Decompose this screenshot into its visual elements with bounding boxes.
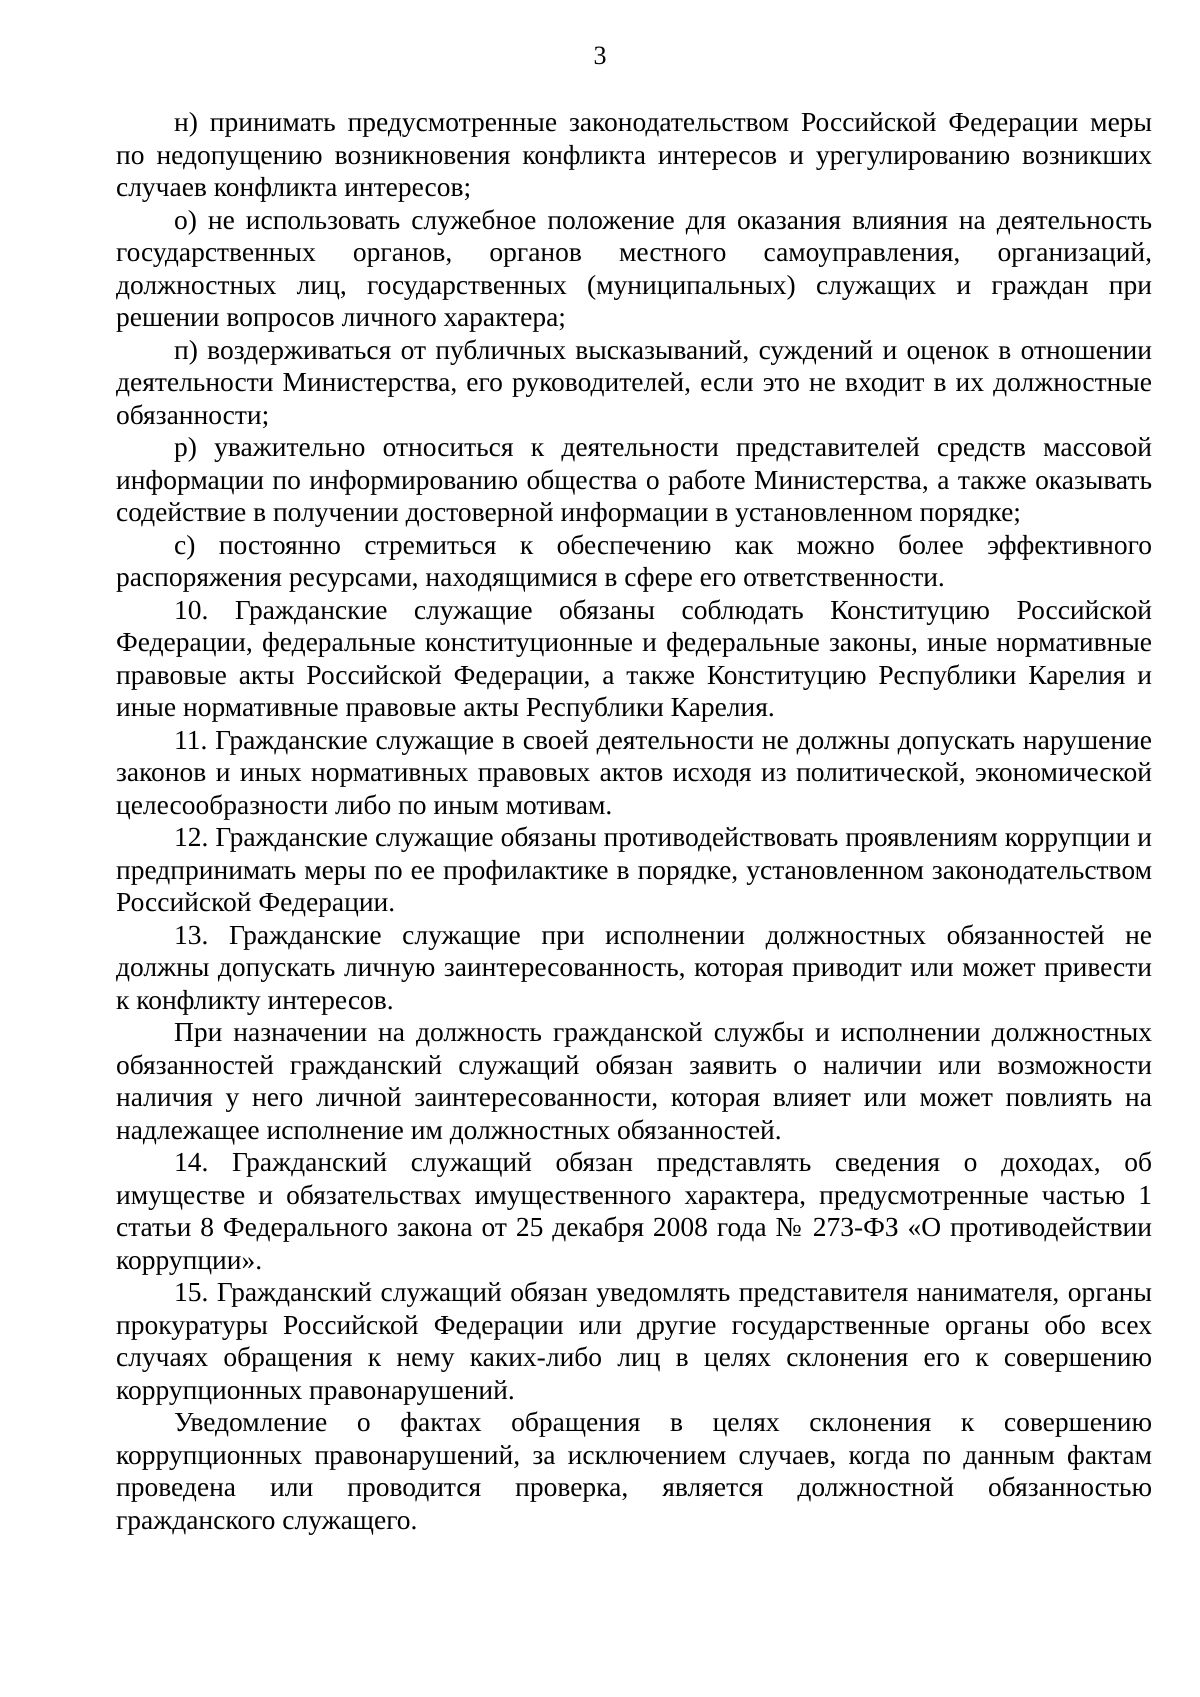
- paragraph-clause-13-continuation: При назначении на должность гражданской службы и исполнении должностных обязанностей гражданский служащий обязан заявить о наличии или возможности наличия у него личной заинтересованности, которая влияет или может повлиять на надлежащее исполнение им должностных обязанностей.: [116, 1016, 1152, 1145]
- paragraph-clause-13: 13. Гражданские служащие при исполнении должностных обязанностей не должны допускать личную заинтересованность, которая приводит или может привести к конфликту интересов.: [116, 918, 1152, 1015]
- paragraph-clause-11: 11. Гражданские служащие в своей деятельности не должны допускать нарушение законов и иных нормативных правовых актов исходя из политической, экономической целесообразности либо по иным мотивам.: [116, 723, 1152, 820]
- paragraph-item-s: с) постоянно стремиться к обеспечению как можно более эффективного распоряжения ресурсами, находящимися в сфере его ответственности.: [116, 528, 1152, 592]
- paragraph-item-o: о) не использовать служебное положение для оказания влияния на деятельность государственных органов, органов местного самоуправления, организаций, должностных лиц, государственных (муниципальных) служащих и граждан при решении вопросов личного характера;: [116, 203, 1152, 332]
- paragraph-clause-14: 14. Гражданский служащий обязан представлять сведения о доходах, об имуществе и обязательствах имущественного характера, предусмотренные частью 1 статьи 8 Федерального закона от 25 декабря 2008 года № 273-ФЗ «О противодействии коррупции».: [116, 1146, 1152, 1275]
- paragraph-item-r: р) уважительно относиться к деятельности представителей средств массовой информации по информированию общества о работе Министерства, а также оказывать содействие в получении достоверной информации в установленном порядке;: [116, 431, 1152, 527]
- page-number: 3: [593, 41, 607, 70]
- paragraph-clause-15-continuation: Уведомление о фактах обращения в целях склонения к совершению коррупционных правонарушений, за исключением случаев, когда по данным фактам проведена или проводится проверка, является должностной обязанностью гражданского служащего.: [116, 1406, 1152, 1535]
- paragraph-clause-12: 12. Гражданские служащие обязаны противодействовать проявлениям коррупции и предпринимать меры по ее профилактике в порядке, установленном законодательством Российской Федерации.: [116, 821, 1152, 917]
- paragraph-item-p: п) воздерживаться от публичных высказываний, суждений и оценок в отношении деятельности Министерства, его руководителей, если это не входит в их должностные обязанности;: [116, 333, 1152, 430]
- document-body: [116, 106, 1152, 1536]
- paragraph-item-n: н) принимать предусмотренные законодательством Российской Федерации меры по недопущению возникновения конфликта интересов и урегулированию возникших случаев конфликта интересов;: [116, 106, 1152, 202]
- paragraph-clause-15: 15. Гражданский служащий обязан уведомлять представителя нанимателя, органы прокуратуры Российской Федерации или другие государственные органы обо всех случаях обращения к нему каких-либо лиц в целях склонения его к совершению коррупционных правонарушений.: [116, 1276, 1152, 1405]
- paragraph-clause-10: 10. Гражданские служащие обязаны соблюдать Конституцию Российской Федерации, федеральные конституционные и федеральные законы, иные нормативные правовые акты Российской Федерации, а также Конституцию Республики Карелия и иные нормативные правовые акты Республики Карелия.: [116, 593, 1152, 722]
